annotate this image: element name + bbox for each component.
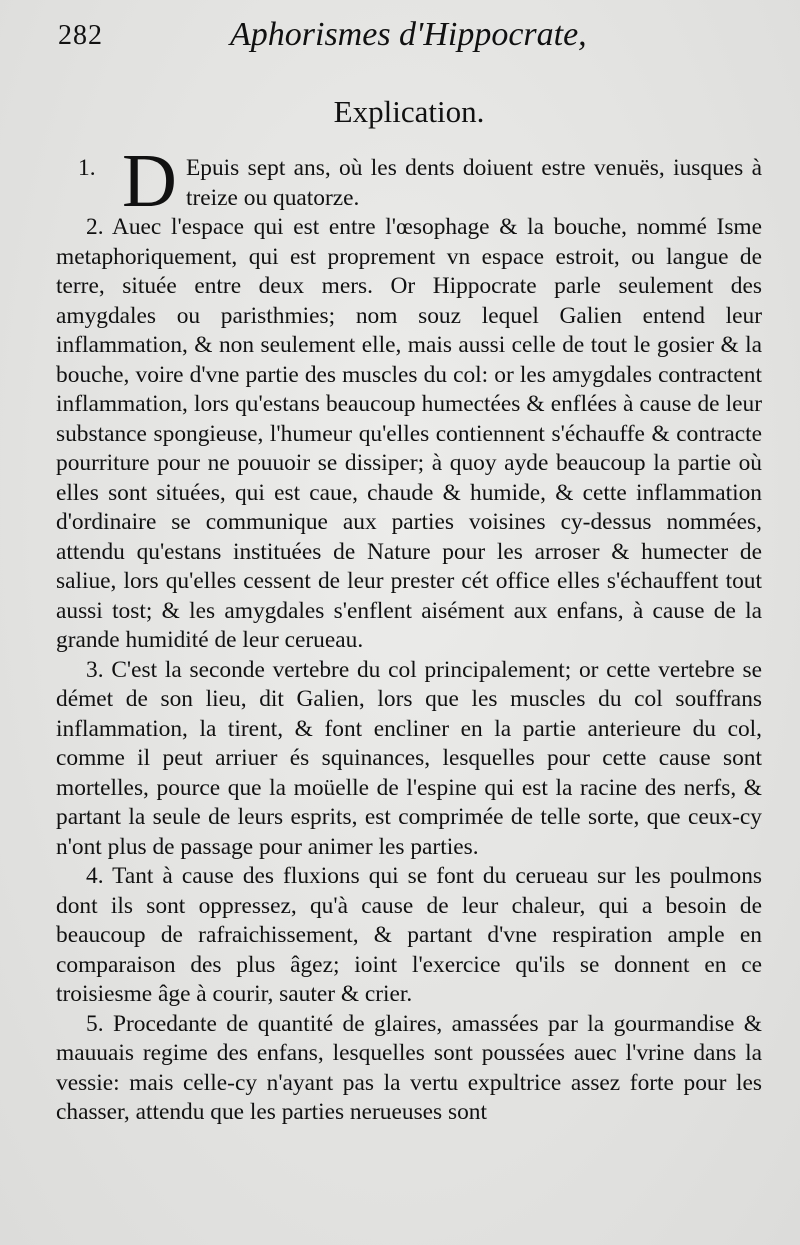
paragraph-text: Tant à cause des fluxions qui se font du cerueau sur les poulmons dont ils sont oppressez, qu'à cause de leur chaleur, qui a besoin de beaucoup de rafraichissement, & partant d'vne respiration ample en comparaison des plus âgez; ioint l'exercice qu'ils se donnent en ce troisiesme âge à courir, sauter & crier. (56, 863, 762, 1007)
paragraph-number: 5. (86, 1010, 104, 1037)
section-heading: Explication. (333, 94, 485, 129)
paragraph-number: 3. (86, 656, 104, 683)
paragraph-2 (56, 213, 762, 656)
paragraph-3 (56, 656, 762, 863)
paragraph-text: C'est la seconde vertebre du col principalement; or cette vertebre se démet de son lieu, dit Galien, lors que les muscles du col souffrans inflammation, la tirent, & font encliner en la partie anterieure du col, comme il peut arriuer és squinances, lesquelles pour cette cause sont mortelles, pource que la moüelle de l'espine qui est la racine des nerfs, & partant la seule de leurs esprits, est comprimée de telle sorte, que ceux-cy n'ont plus de passage pour animer les parties. (56, 656, 762, 860)
paragraph-4 (56, 862, 762, 1010)
paragraph-5 (56, 1010, 762, 1128)
paragraph-number: 4. (86, 863, 104, 889)
paragraph-1 (56, 139, 762, 223)
book-title: Aphorismes d'Hippocrate, (230, 16, 587, 53)
paragraph-number: 1. (78, 155, 96, 181)
paragraph-text: Procedante de quantité de glaires, amassées par la gourmandise & mauuais regime des enfans, lesquelles sont poussées auec l'vrine dans la vessie: mais celle-cy n'ayant pas la vertu expultrice assez forte pour les chasser, attendu que les parties nerueuses sont (56, 1010, 762, 1125)
page-number: 282 (58, 20, 103, 51)
drop-cap-initial: D (122, 139, 177, 223)
paragraph-text: Auec l'espace qui est entre l'œsophage & la bouche, nommé Isme metaphoriquement, qui est proprement vn espace estroit, ou langue de terre, située entre deux mers. Or Hippocrate parle seulement des amygdales ou paristhmies; nom souz lequel Galien entend leur inflammation, & non seulement elle, mais aussi celle de tout le gosier & la bouche, voire d'vne partie des muscles du col: or les amygdales contractent inflammation, lors qu'estans beaucoup humectées & enflées à cause de leur substance spongieuse, l'humeur qu'elles contiennent s'échauffe & contracte pourriture pour ne pouuoir se dissiper; à quoy ayde beaucoup la partie où elles sont situées, qui est caue, chaude & humide, & cette inflammation d'ordinaire se communique aux parties voisines cy-dessus nommées, attendu qu'estans instituées de Nature pour les arroser & humecter de saliue, lors qu'elles cessent de leur prester cét office elles s'échauffent tout aussi tost; & les amygdales s'enflent aisément aux enfans, à cause de la grande humidité de leur cerueau. (56, 214, 762, 653)
running-head (56, 14, 762, 60)
paragraph-text: Epuis sept ans, où les dents doiuent estre venuës, iusques à treize ou quatorze. (186, 155, 762, 211)
paragraph-number: 2. (86, 214, 104, 240)
